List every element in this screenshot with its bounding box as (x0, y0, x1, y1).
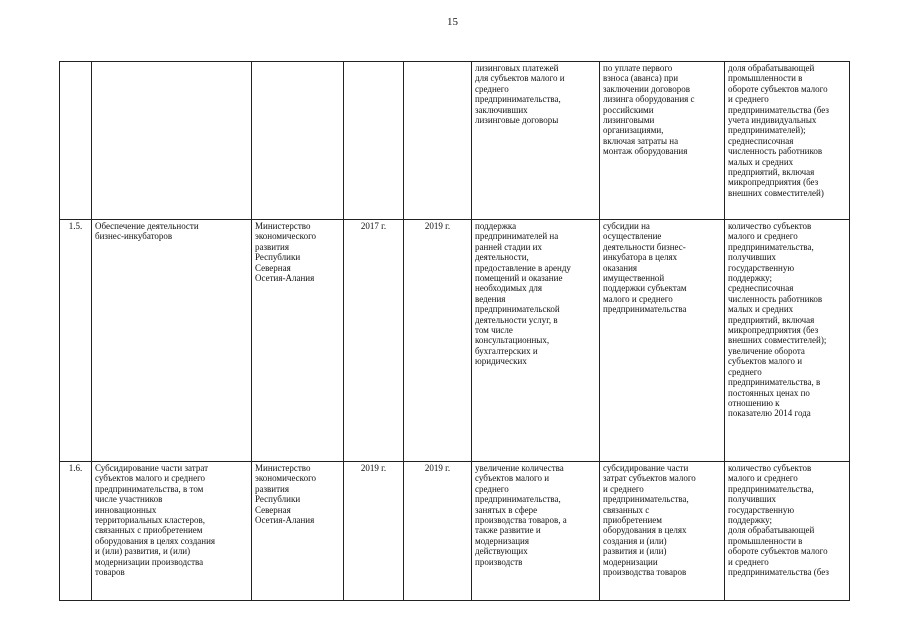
expected-result-cell: лизинговых платежей для субъектов малого и среднего предпринимательства, заключивших лизинговые договоры (472, 62, 600, 220)
end-year-cell: 2019 г. (404, 462, 472, 601)
indicator-cell: доля обрабатывающей промышленности в обороте субъектов малого и среднего предпринимательства (без учета индивидуальных предпринимателей); среднесписочная численность работников малых и средних предприятий, включая микропредприятия (без внешних совместителей) (725, 62, 850, 220)
row-number-cell: 1.5. (60, 220, 92, 462)
table-row (60, 62, 850, 220)
measure-name-cell: Субсидирование части затрат субъектов малого и среднего предпринимательства, в том числе участников инновационных территориальных кластеров, связанных с приобретением оборудования в целях создания и (или) развития, и (или) модернизации производства товаров (92, 462, 252, 601)
measure-name-cell (92, 62, 252, 220)
start-year-cell: 2017 г. (344, 220, 404, 462)
activity-content-cell: субсидирование части затрат субъектов малого и среднего предпринимательства, связанных с приобретением оборудования в целях создания и (или) развития и (или) модернизации производства товаров (600, 462, 725, 601)
executor-cell: Министерство экономического развития Республики Северная Осетия-Алания (252, 220, 344, 462)
indicator-cell: количество субъектов малого и среднего предпринимательства, получивших государственную поддержку; доля обрабатывающей промышленности в обороте субъектов малого и среднего предпринимательства (без (725, 462, 850, 601)
table-row (60, 462, 850, 601)
end-year-cell: 2019 г. (404, 220, 472, 462)
row-number-cell: 1.6. (60, 462, 92, 601)
end-year-cell (404, 62, 472, 220)
measure-name-cell: Обеспечение деятельности бизнес-инкубаторов (92, 220, 252, 462)
start-year-cell (344, 62, 404, 220)
activity-content-cell: субсидии на осуществление деятельности бизнес- инкубатора в целях оказания имущественной поддержки субъектам малого и среднего предпринимательства (600, 220, 725, 462)
activity-content-cell: по уплате первого взноса (аванса) при заключении договоров лизинга оборудования с российскими лизинговыми организациями, включая затраты на монтаж оборудования (600, 62, 725, 220)
executor-cell (252, 62, 344, 220)
row-number-cell (60, 62, 92, 220)
indicator-cell: количество субъектов малого и среднего предпринимательства, получивших государственную поддержку; среднесписочная численность работников малых и средних предприятий, включая микропредприятия (без внешних совместителей); увеличение оборота субъектов малого и среднего предпринимательства, в постоянных ценах по отношению к показателю 2014 года (725, 220, 850, 462)
page-number: 15 (447, 16, 458, 28)
expected-result-cell: увеличение количества субъектов малого и среднего предпринимательства, занятых в сфере производства товаров, а также развитие и модернизация действующих производств (472, 462, 600, 601)
executor-cell: Министерство экономического развития Республики Северная Осетия-Алания (252, 462, 344, 601)
expected-result-cell: поддержка предпринимателей на ранней стадии их деятельности, предоставление в аренду помещений и оказание необходимых для ведения предпринимательской деятельности услуг, в том числе консультационных, бухгалтерских и юридических (472, 220, 600, 462)
table-row (60, 220, 850, 462)
start-year-cell: 2019 г. (344, 462, 404, 601)
measures-table (59, 61, 850, 601)
